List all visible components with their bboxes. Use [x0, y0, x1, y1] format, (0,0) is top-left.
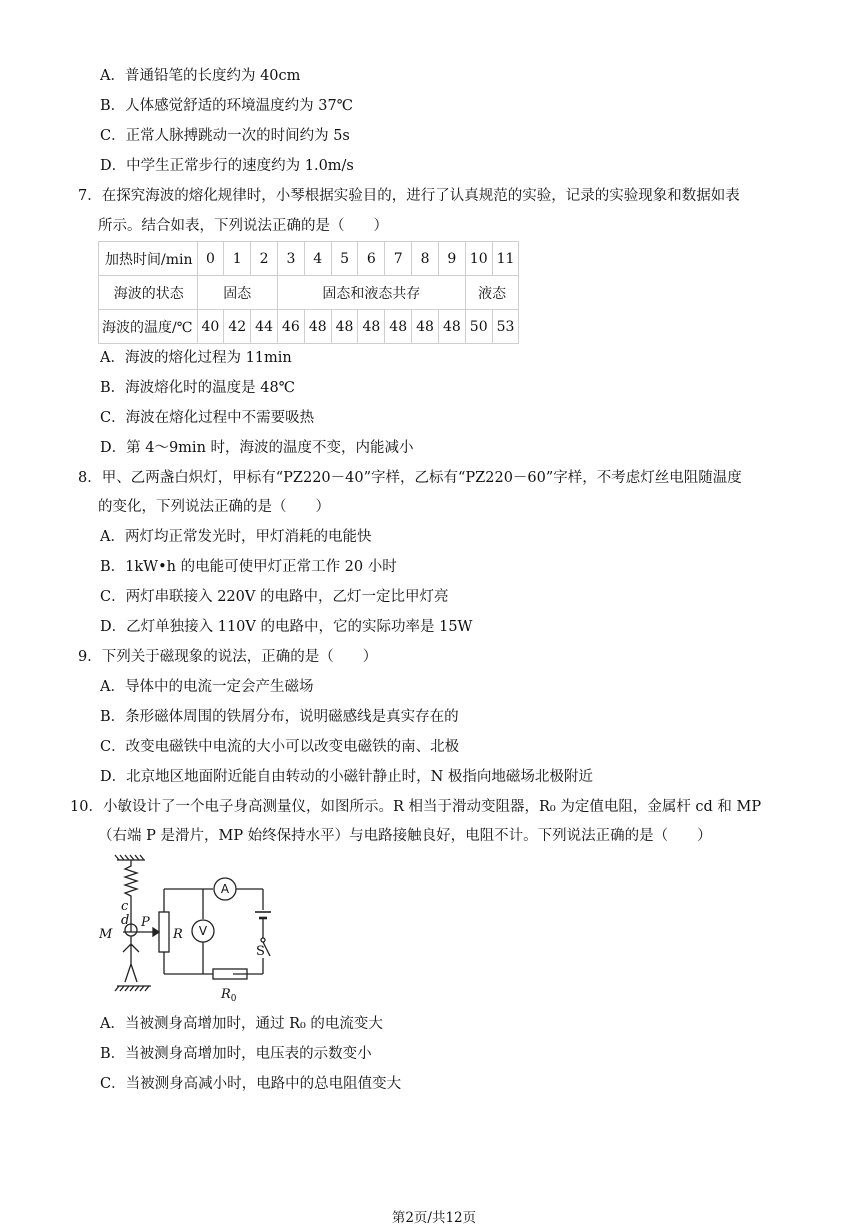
time-cell: 9 [438, 242, 465, 276]
q10-option-c: C．当被测身高减小时，电路中的总电阻值变大 [100, 1076, 402, 1092]
temp-cell: 44 [251, 310, 278, 344]
q8-stem-line2: 的变化，下列说法正确的是（ ） [98, 499, 330, 515]
state-label: 海波的状态 [99, 276, 198, 310]
time-cell: 10 [465, 242, 492, 276]
temp-cell: 48 [331, 310, 358, 344]
label-c: c [121, 899, 129, 914]
q10-stem-line1: 10．小敏设计了一个电子身高测量仪，如图所示。R 相当于滑动变阻器，R₀ 为定值电阻，金属杆 cd 和 MP [70, 799, 762, 815]
q9-option-a: A．导体中的电流一定会产生磁场 [100, 679, 314, 695]
table-row-temp [99, 310, 519, 344]
temp-cell: 46 [277, 310, 304, 344]
label-voltmeter: V [198, 924, 208, 938]
q10-option-a: A．当被测身高增加时，通过 R₀ 的电流变大 [100, 1016, 383, 1032]
label-p: P [141, 915, 150, 930]
q6-option-c: C．正常人脉搏跳动一次的时间约为 5s [100, 128, 350, 144]
q8-option-d: D．乙灯单独接入 110V 的电路中，它的实际功率是 15W [100, 619, 473, 635]
temp-cell: 48 [412, 310, 439, 344]
time-cell: 7 [385, 242, 412, 276]
q6-option-a: A．普通铅笔的长度约为 40cm [100, 68, 301, 84]
slider-arrow-icon [153, 928, 159, 936]
ceiling-hatch [115, 855, 144, 860]
q8-option-b: B．1kW•h 的电能可使甲灯正常工作 20 小时 [100, 559, 397, 575]
state-solid: 固态 [197, 276, 277, 310]
q7-option-b: B．海波熔化时的温度是 48℃ [100, 380, 295, 396]
temp-cell: 40 [197, 310, 224, 344]
q6-option-b: B．人体感觉舒适的环境温度约为 37℃ [100, 98, 353, 114]
spring-icon [125, 860, 137, 902]
temp-cell: 48 [385, 310, 412, 344]
q10-stem-line2: （右端 P 是滑片，MP 始终保持水平）与电路接触良好，电阻不计。下列说法正确的是（ ） [98, 828, 712, 844]
ground-hatch [115, 986, 149, 991]
temp-cell: 48 [304, 310, 331, 344]
q7-data-table [98, 241, 519, 344]
state-mixed: 固态和液态共存 [277, 276, 465, 310]
table-row-time [99, 242, 519, 276]
time-cell: 8 [412, 242, 439, 276]
q6-option-d: D．中学生正常步行的速度约为 1.0m/s [100, 158, 354, 174]
time-cell: 3 [277, 242, 304, 276]
time-cell: 5 [331, 242, 358, 276]
table-row-state [99, 276, 519, 310]
temp-cell: 53 [492, 310, 519, 344]
q8-option-c: C．两灯串联接入 220V 的电路中，乙灯一定比甲灯亮 [100, 589, 449, 605]
q9-stem: 9．下列关于磁现象的说法，正确的是（ ） [78, 649, 378, 665]
page-footer: 第2页/共12页 [391, 1210, 477, 1226]
temp-cell: 50 [465, 310, 492, 344]
time-cell: 11 [492, 242, 519, 276]
label-r: R [173, 927, 183, 942]
state-liquid: 液态 [465, 276, 519, 310]
q8-option-a: A．两灯均正常发光时，甲灯消耗的电能快 [100, 529, 372, 545]
time-cell: 2 [251, 242, 278, 276]
time-label: 加热时间/min [99, 242, 198, 276]
label-ammeter: A [220, 882, 230, 896]
q9-option-b: B．条形磁体周围的铁屑分布，说明磁感线是真实存在的 [100, 709, 459, 725]
q10-option-b: B．当被测身高增加时，电压表的示数变小 [100, 1046, 372, 1062]
q9-option-c: C．改变电磁铁中电流的大小可以改变电磁铁的南、北极 [100, 739, 460, 755]
label-d: d [121, 913, 130, 928]
temp-cell: 48 [358, 310, 385, 344]
q8-stem-line1: 8．甲、乙两盏白炽灯，甲标有“PZ220－40”字样，乙标有“PZ220－60”字样，不考虑灯丝电阻随温度 [78, 470, 742, 486]
temp-cell: 42 [224, 310, 251, 344]
q7-stem-line2: 所示。结合如表，下列说法正确的是（ ） [98, 218, 388, 234]
q7-option-a: A．海波的熔化过程为 11min [100, 350, 292, 366]
person-body-icon [123, 936, 139, 982]
label-s: S [256, 944, 265, 959]
time-cell: 4 [304, 242, 331, 276]
temp-cell: 48 [438, 310, 465, 344]
q7-stem-line1: 7．在探究海波的熔化规律时，小琴根据实验目的，进行了认真规范的实验，记录的实验现象和数据如表 [78, 188, 740, 204]
resistor-r-icon [159, 912, 169, 952]
q7-option-d: D．第 4～9min 时，海波的温度不变，内能减小 [100, 440, 414, 456]
time-cell: 6 [358, 242, 385, 276]
time-cell: 0 [197, 242, 224, 276]
temp-label: 海波的温度/℃ [99, 310, 198, 344]
label-m: M [99, 927, 113, 942]
label-r0: $R_0$ [221, 987, 237, 1002]
height-meter-circuit-figure [95, 852, 285, 1002]
q9-option-d: D．北京地区地面附近能自由转动的小磁针静止时，N 极指向地磁场北极附近 [100, 769, 593, 785]
switch-contact [261, 938, 265, 942]
q7-option-c: C．海波在熔化过程中不需要吸热 [100, 410, 315, 426]
time-cell: 1 [224, 242, 251, 276]
